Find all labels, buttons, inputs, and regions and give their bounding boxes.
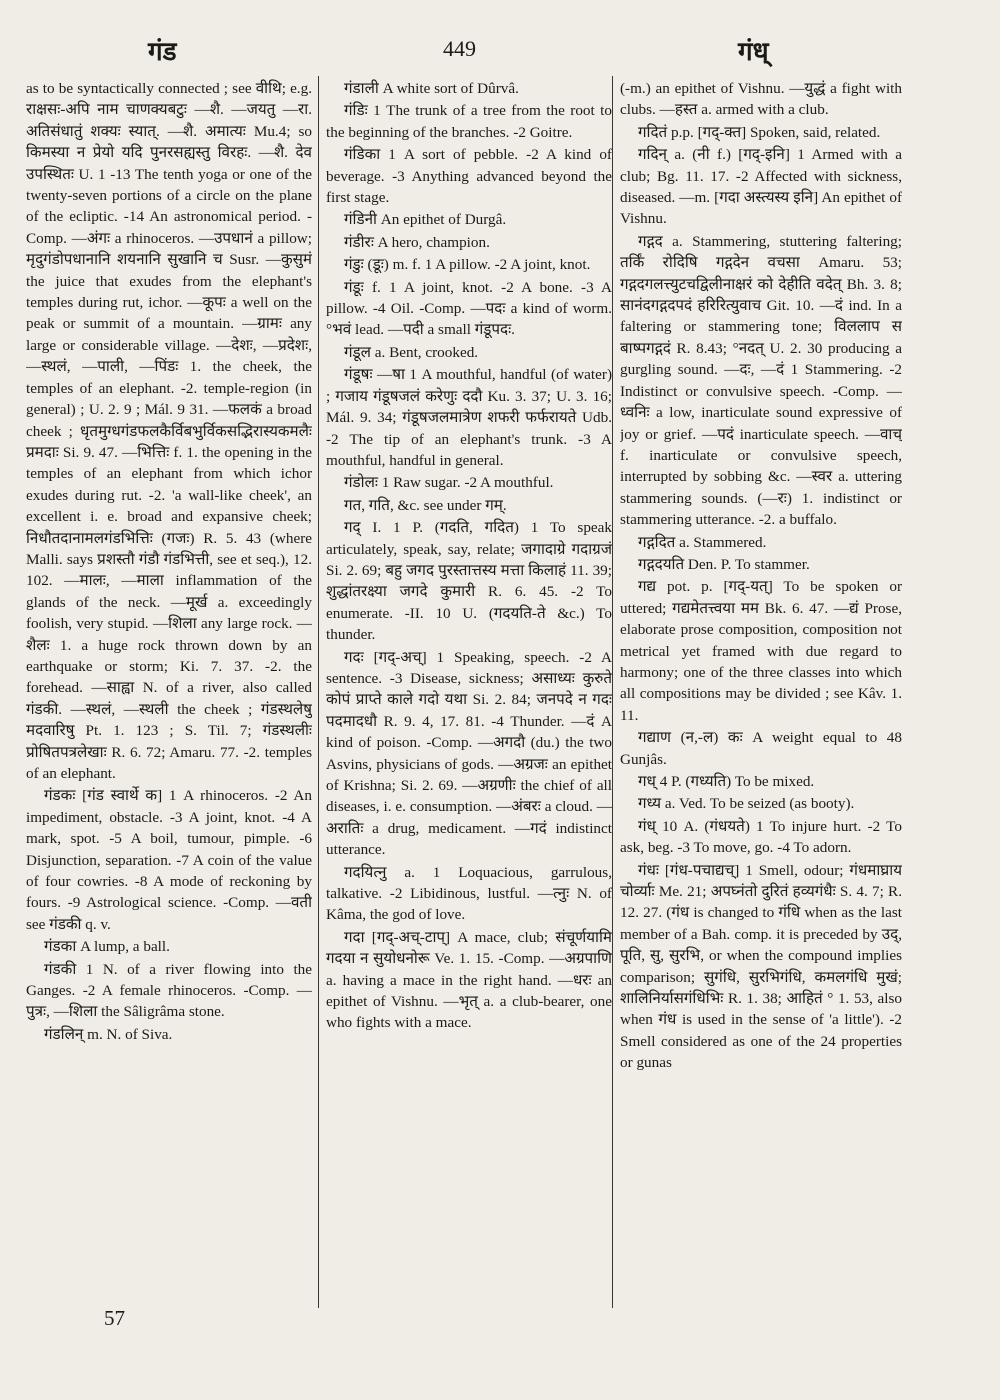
signature-mark: 57 — [104, 1306, 125, 1330]
entry: गध् 4 P. (गध्यति) To be mixed. — [638, 773, 815, 790]
entry: गद्गदयति Den. P. To stammer. — [638, 555, 810, 573]
entry: गध्य a. Ved. To be seized (as booty). — [638, 795, 855, 813]
entry: गंडलिन् m. N. of Siva. — [44, 1025, 173, 1043]
entry: गंडिनी An epithet of Durgâ. — [344, 211, 507, 229]
entry: गंडुः (डूः) m. f. 1 A pillow. -2 A joint, knot. — [344, 256, 591, 274]
entry: गंडूल a. Bent, crooked. — [344, 343, 479, 361]
entry: गंडिः 1 The trunk of a tree from the root to the beginning of the branches. -2 Goitre. — [326, 102, 612, 141]
entry: गंडकः [गंड स्वार्थे क] 1 A rhinoceros. -2 An impediment, obstacle. -3 A joint, knot. -4 A mark, spot. -5 A boil, tumour, pimple. -6 Disjunction, separation. -7 A coin of the value of four cowries. -8 A mode of reckoning by fours. -9 Astrological science. -Comp. —वती see गंडकी q. v. — [26, 787, 312, 933]
entry: गद्याण (न,-ल) कः A weight equal to 48 Gunjâs. — [620, 729, 902, 768]
entry: गंधः [गंध-पचाद्यच्] 1 Smell, odour; गंधमाघ्राय चोर्व्याः Me. 21; अपघ्नंतो दुरितं हव्यगंधैः S. 4. 7; R. 12. 27. (गंध is changed to गंधि when as the last member of a Bah. comp. it is preceded by उद्, पूति, सु, सुरभि, or when the compound implies comparison; सुगंधि, सुरभिगंधि, कमलगंधि मुखं; शालिनिर्यासगंधिभिः R. 1. 38; आहितं ° 1. 53, also when गंध is used in the sense of 'a little'). -2 Smell considered as one of the 24 properties or gunas — [620, 861, 902, 1072]
entry-continuation: (-m.) an epithet of Vishnu. —युद्धं a fight with clubs. —हस्त a. armed with a club. — [620, 80, 902, 119]
entry: गदः [गद्-अच्] 1 Speaking, speech. -2 A sentence. -3 Disease, sickness; असाध्यः कुरुते कोपं प्राप्ते काले गदो यथा Si. 2. 84; जनपदे न गदः पदमादधौ R. 9. 4, 17. 81. -4 Thunder. —दं A kind of poison. -Comp. —अगदौ (du.) the two Asvins, physicians of gods. —अग्रजः an epithet of Krishna; Si. 2. 69. —अग्रणीः the chief of all diseases, i. e. consumption. —अंबरः a cloud. —अरातिः a drug, medicament. —गदं indistinct utterance. — [326, 648, 612, 859]
entry: गंडकी 1 N. of a river flowing into the Ganges. -2 A female rhinoceros. -Comp. —पुत्रः, —शिला the Sâligrâma stone. — [26, 960, 312, 1021]
running-headword-left: गंड — [148, 37, 177, 67]
entry: गत, गति, &c. see under गम्. — [344, 496, 507, 514]
page-header — [0, 28, 1000, 74]
entry: गंडीरः A hero, champion. — [344, 233, 490, 251]
entry: गदा [गद्-अच्-टाप्] A mace, club; संचूर्णयामि गदया न सुयोधनोरू Ve. 1. 15. -Comp. —अग्रपाणि a. having a mace in the right hand. —धरः an epithet of Vishnu. —भृत् a. a club-bearer, one who fights with a mace. — [326, 928, 612, 1032]
column-rule-1 — [318, 76, 319, 1308]
entry: गंडका A lump, a ball. — [44, 938, 170, 956]
entry: गदितं p.p. [गद्-क्त] Spoken, said, related. — [638, 123, 881, 141]
column-1 — [26, 78, 312, 1318]
running-headword-right: गंध् — [738, 37, 769, 67]
entry: गद्गदित a. Stammered. — [638, 533, 767, 551]
entry-continuation: as to be syntactically connected ; see वीथि; e.g. राक्षसः-अपि नाम चाणक्यबटुः —शै. —जयतु —रा. अतिसंधातुं शक्यः स्यात्. —शै. अमात्यः Mu.4; so किमस्या न प्रेयो यदि पुनरसह्यस्तु विरहः. —शै. देव उपस्थितः U. 1 -13 The tenth yoga or one of the twenty-seven portions of a circle on the plane of the ecliptic. -14 An astronomical period. -Comp. —अंगः a rhinoceros. —उपधानं a pillow; मृदुगंडोपधानानि शयनानि सुखानि च Susr. —कुसुमं the juice that exudes from the elephant's temples during rut, ichor. —कूपः a well on the peak or summit of a mountain. —ग्रामः any large or considerable village. —देशः, —प्रदेशः, —स्थलं, —पाली, —पिंडः 1. the cheek, the temples of an elephant. -2. temple-region (in general) ; U. 2. 9 ; Mál. 9 31. —फलकं a broad cheek ; धृतमुग्धगंडफलकैर्विबभुर्विकसद्भिरास्यकमलैः प्रमदाः Si. 9. 47. —भित्तिः f. 1. the opening in the temples of an elephant from which ichor exudes during rut. -2. 'a wall-like cheek', an excellent i. e. broad and expansive cheek; निधौतदानामलगंडभित्तिः (गजः) R. 5. 43 (where Malli. says प्रशस्तौ गंडौ गंडभित्ती, see et seq.), 12. 102. —मालः, —माला inflammation of the glands of the neck. —मूर्ख a. exceedingly foolish, very stupid. —शिला any large rock. —शैलः 1. a huge rock thrown down by an earthquake or storm; Ki. 7. 37. -2. the forehead. —साह्वा N. of a river, also called गंडकी. —स्थलं, —स्थली the cheek ; गंडस्थलेषु मदवारिषु Pt. 1. 123 ; S. Til. 7; गंडस्थलीः प्रोषितपत्रलेखाः R. 6. 72; Amaru. 77. -2. temples of an elephant. — [26, 80, 312, 782]
entry: गंडिका 1 A sort of pebble. -2 A kind of beverage. -3 Anything advanced beyond the first stage. — [326, 146, 612, 207]
entry: गदिन् a. (नी f.) [गद्-इनि] 1 Armed with a club; Bg. 11. 17. -2 Affected with sickness, diseased. —m. [गदा अस्त्यस्य इनि] An epithet of Vishnu. — [620, 146, 902, 228]
entry: गद्गद a. Stammering, stuttering faltering; तर्किं रोदिषि गद्गदेन वचसा Amaru. 53; गद्गदगलत्त्युटचद्विलीनाक्षरं को देहीति वदेत् Bh. 3. 8; सानंदगद्गदपदं हरिरित्युवाच Git. 10. —दं ind. In a faltering or stammering tone; विललाप स बाष्पगद्गदं R. 8.43; °नदत् U. 2. 30 producing a gurgling sound. —दः, —दं 1 Stammering. -2 Indistinct or convulsive speech. -Comp. —ध्वनिः a low, inarticulate sound expressive of joy or grief. —पदं inarticulate speech. —वाच् f. inarticulate or convulsive speech, interrupted by sobbing &c. —स्वर a. uttering stammering sounds. (—रः) 1. indistinct or stammering utterance. -2. a buffalo. — [620, 232, 902, 529]
entry: गंडाली A white sort of Dûrvâ. — [344, 80, 519, 97]
entry: गंडूः f. 1 A joint, knot. -2 A bone. -3 A pillow. -4 Oil. -Comp. —पदः a kind of worm. °भवं lead. —पदी a small गंडूपदः. — [326, 278, 612, 339]
entry: गंध् 10 A. (गंधयते) 1 To injure hurt. -2 To ask, beg. -3 To move, go. -4 To adorn. — [620, 817, 902, 857]
entry: गदयित्नु a. 1 Loquacious, garrulous, talkative. -2 Libidinous, lustful. —त्नुः N. of Kâma, the god of love. — [326, 863, 612, 924]
column-3 — [620, 78, 902, 1318]
page-number: 449 — [443, 36, 476, 61]
entry: गद् I. 1 P. (गदति, गदित) 1 To speak articulately, speak, say, relate; जगादाग्रे गदाग्रजं Si. 2. 69; बहु जगद पुरस्तात्तस्य मत्ता किलाहं 11. 39; शुद्धांतरक्ष्या जगदे कुमारी R. 6. 45. -2 To enumerate. -II. 10 U. (गदयति-ते &c.) To thunder. — [326, 519, 612, 644]
entry: गद्य pot. p. [गद्-यत्] To be spoken or uttered; गद्यमेतत्त्वया मम Bk. 6. 47. —द्यं Prose, elaborate prose composition, composition not metrical yet framed with due regard to harmony; one of the three classes into which all compositions may be divided ; see Kâv. 1. 11. — [620, 578, 902, 724]
column-rule-2 — [612, 76, 613, 1308]
entry: गंडोलः 1 Raw sugar. -2 A mouthful. — [344, 474, 554, 492]
entry: गंडूषः —षा 1 A mouthful, handful (of water) ; गजाय गंडूषजलं करेणुः ददौ Ku. 3. 37; U. 3. 16; Mál. 9. 34; गंडूषजलमात्रेण शफरी फर्फरायते Udb. -2 The tip of an elephant's trunk. -3 A mouthful, handful in general. — [326, 366, 612, 469]
column-2 — [326, 78, 612, 1318]
